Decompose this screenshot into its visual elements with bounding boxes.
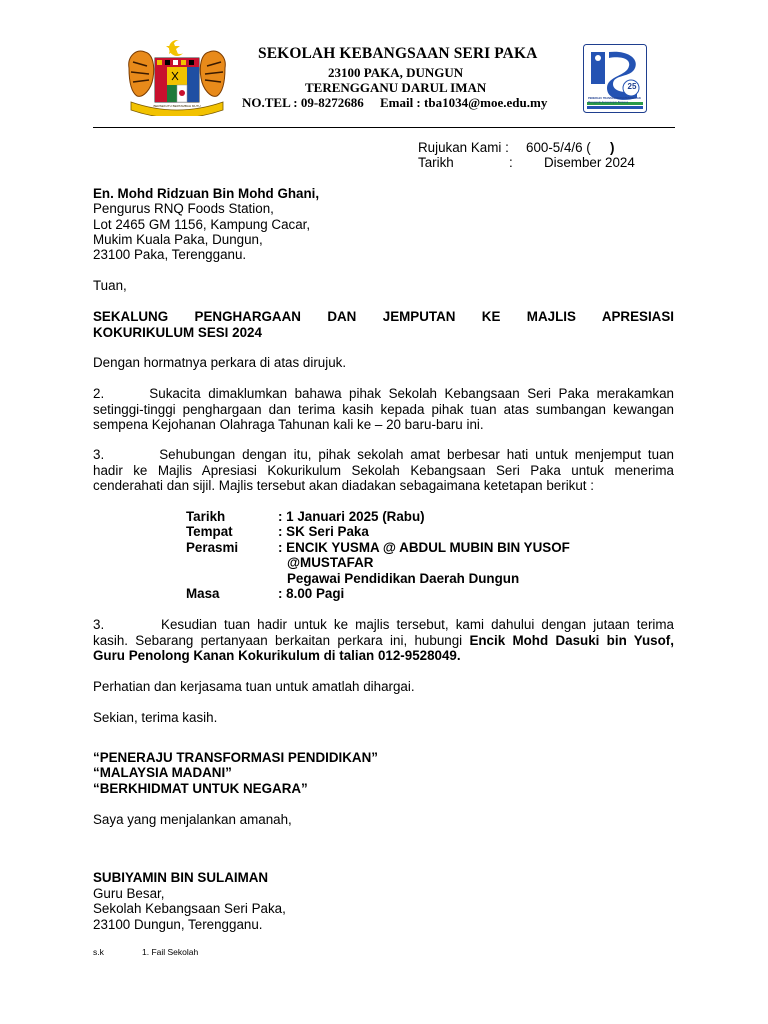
crest-ribbon-text: BERSEKUTU BERTAMBAH MUTU — [153, 104, 201, 108]
school-address-line2: TERENGGANU DARUL IMAN — [305, 80, 487, 95]
paragraph-3-line: cenderahati dan sijil. Majlis tersebut akan diadakan sebagaimana ketetapan berikut : — [93, 478, 594, 493]
school-contact-line: NO.TEL : 09-8272686 Email : tba1034@moe.edu.my — [242, 95, 548, 110]
closing-line-1: Perhatian dan kerjasama tuan untuk amatlah dihargai. — [93, 679, 415, 694]
event-perasmi-value: : ENCIK YUSMA @ ABDUL MUBIN BIN YUSOF — [278, 540, 570, 555]
event-perasmi-label: Perasmi — [186, 540, 239, 555]
subject-line1: SEKALUNG PENGHARGAAN DAN JEMPUTAN KE MAJLIS APRESIASI — [93, 309, 674, 324]
event-tarikh-label: Tarikh — [186, 509, 226, 524]
event-tempat-value: : SK Seri Paka — [278, 524, 369, 539]
paragraph-3 — [93, 447, 674, 494]
paragraph-3-line: hadir ke Majlis Apresiasi Kokurikulum Sekolah Kebangsaan Seri Paka untuk menerima — [93, 462, 674, 478]
rujukan-close: ) — [610, 140, 615, 155]
recipient-line: 23100 Paka, Terengganu. — [93, 247, 247, 262]
logo-caption-line2: Menggerak Kemenangan Bersama — [588, 101, 629, 104]
paragraph-2-line: setinggi-tinggi penghargaan dan terima kasih kepada pihak tuan atas sumbangan kewangan — [93, 401, 674, 417]
logo-caption-line1: PENERAJU TRANSFORMASI PENDIDIKAN — [588, 97, 641, 100]
signatory-name: SUBIYAMIN BIN SULAIMAN — [93, 870, 269, 885]
event-perasmi-value-cont: @MUSTAFAR — [287, 555, 374, 570]
event-masa-value: : 8.00 Pagi — [278, 586, 345, 601]
paragraph-4-line2 — [93, 633, 674, 649]
letterhead-divider — [93, 127, 675, 128]
signatory-line: 23100 Dungun, Terengganu. — [93, 917, 263, 932]
contact-person: Encik Mohd Dasuki bin Yusof, — [469, 632, 674, 648]
paragraph-2 — [93, 386, 674, 433]
rujukan-label: Rujukan Kami : — [418, 140, 509, 155]
sk-item: 1. Fail Sekolah — [142, 947, 199, 957]
tarikh-ref-label: Tarikh — [418, 155, 454, 170]
school-name: SEKOLAH KEBANGSAAN SERI PAKA — [258, 45, 538, 62]
opening-sentence: Dengan hormatnya perkara di atas dirujuk. — [93, 355, 347, 370]
salutation: Tuan, — [93, 278, 127, 293]
signoff: Saya yang menjalankan amanah, — [93, 812, 292, 827]
subject-line2: KOKURIKULUM SESI 2024 — [93, 324, 262, 340]
event-perasmi-title: Pegawai Pendidikan Daerah Dungun — [287, 571, 520, 586]
recipient-line: Mukim Kuala Paka, Dungun, — [93, 232, 263, 247]
recipient-line: Pengurus RNQ Foods Station, — [93, 201, 274, 216]
rujukan-value: 600-5/4/6 ( — [526, 140, 591, 155]
closing-line-2: Sekian, terima kasih. — [93, 710, 218, 725]
school-address-line1: 23100 PAKA, DUNGUN — [328, 65, 464, 80]
tarikh-ref-colon: : — [509, 155, 513, 170]
paragraph-3-line: 3. Sehubungan dengan itu, pihak sekolah amat berbesar hati untuk menjemput tuan — [93, 447, 674, 462]
motto-line: “PENERAJU TRANSFORMASI PENDIDIKAN” — [93, 750, 378, 765]
tarikh-ref-value: Disember 2024 — [544, 155, 635, 170]
recipient-line: Lot 2465 GM 1156, Kampung Cacar, — [93, 217, 311, 232]
event-tempat-label: Tempat — [186, 524, 233, 539]
subject — [93, 309, 674, 340]
event-masa-label: Masa — [186, 586, 220, 601]
signatory-line: Guru Besar, — [93, 886, 165, 901]
motto-line: “BERKHIDMAT UNTUK NEGARA” — [93, 781, 308, 796]
paragraph-4 — [93, 617, 674, 664]
paragraph-4-line2-text: kasih. Sebarang pertanyaan berkaitan perkara ini, hubungi — [93, 632, 470, 648]
motto-line: “MALAYSIA MADANI” — [93, 765, 232, 780]
paragraph-2-line: 2. Sukacita dimaklumkan bahawa pihak Sekolah Kebangsaan Seri Paka merakamkan — [93, 386, 674, 401]
paragraph-2-line: sempena Kejohanan Olahraga Tahunan kali ke – 20 baru-baru ini. — [93, 417, 484, 432]
recipient-name: En. Mohd Ridzuan Bin Mohd Ghani, — [93, 186, 320, 201]
contact-person-phone: Guru Penolong Kanan Kokurikulum di talian 012-9528049. — [93, 648, 461, 663]
sk-label: s.k — [93, 947, 104, 957]
signatory-line: Sekolah Kebangsaan Seri Paka, — [93, 901, 286, 916]
logo-badge-number: 25 — [627, 82, 637, 91]
event-tarikh-value: : 1 Januari 2025 (Rabu) — [278, 509, 425, 524]
paragraph-4-line: 3. Kesudian tuan hadir untuk ke majlis tersebut, kami dahului dengan jutaan terima — [93, 617, 674, 632]
